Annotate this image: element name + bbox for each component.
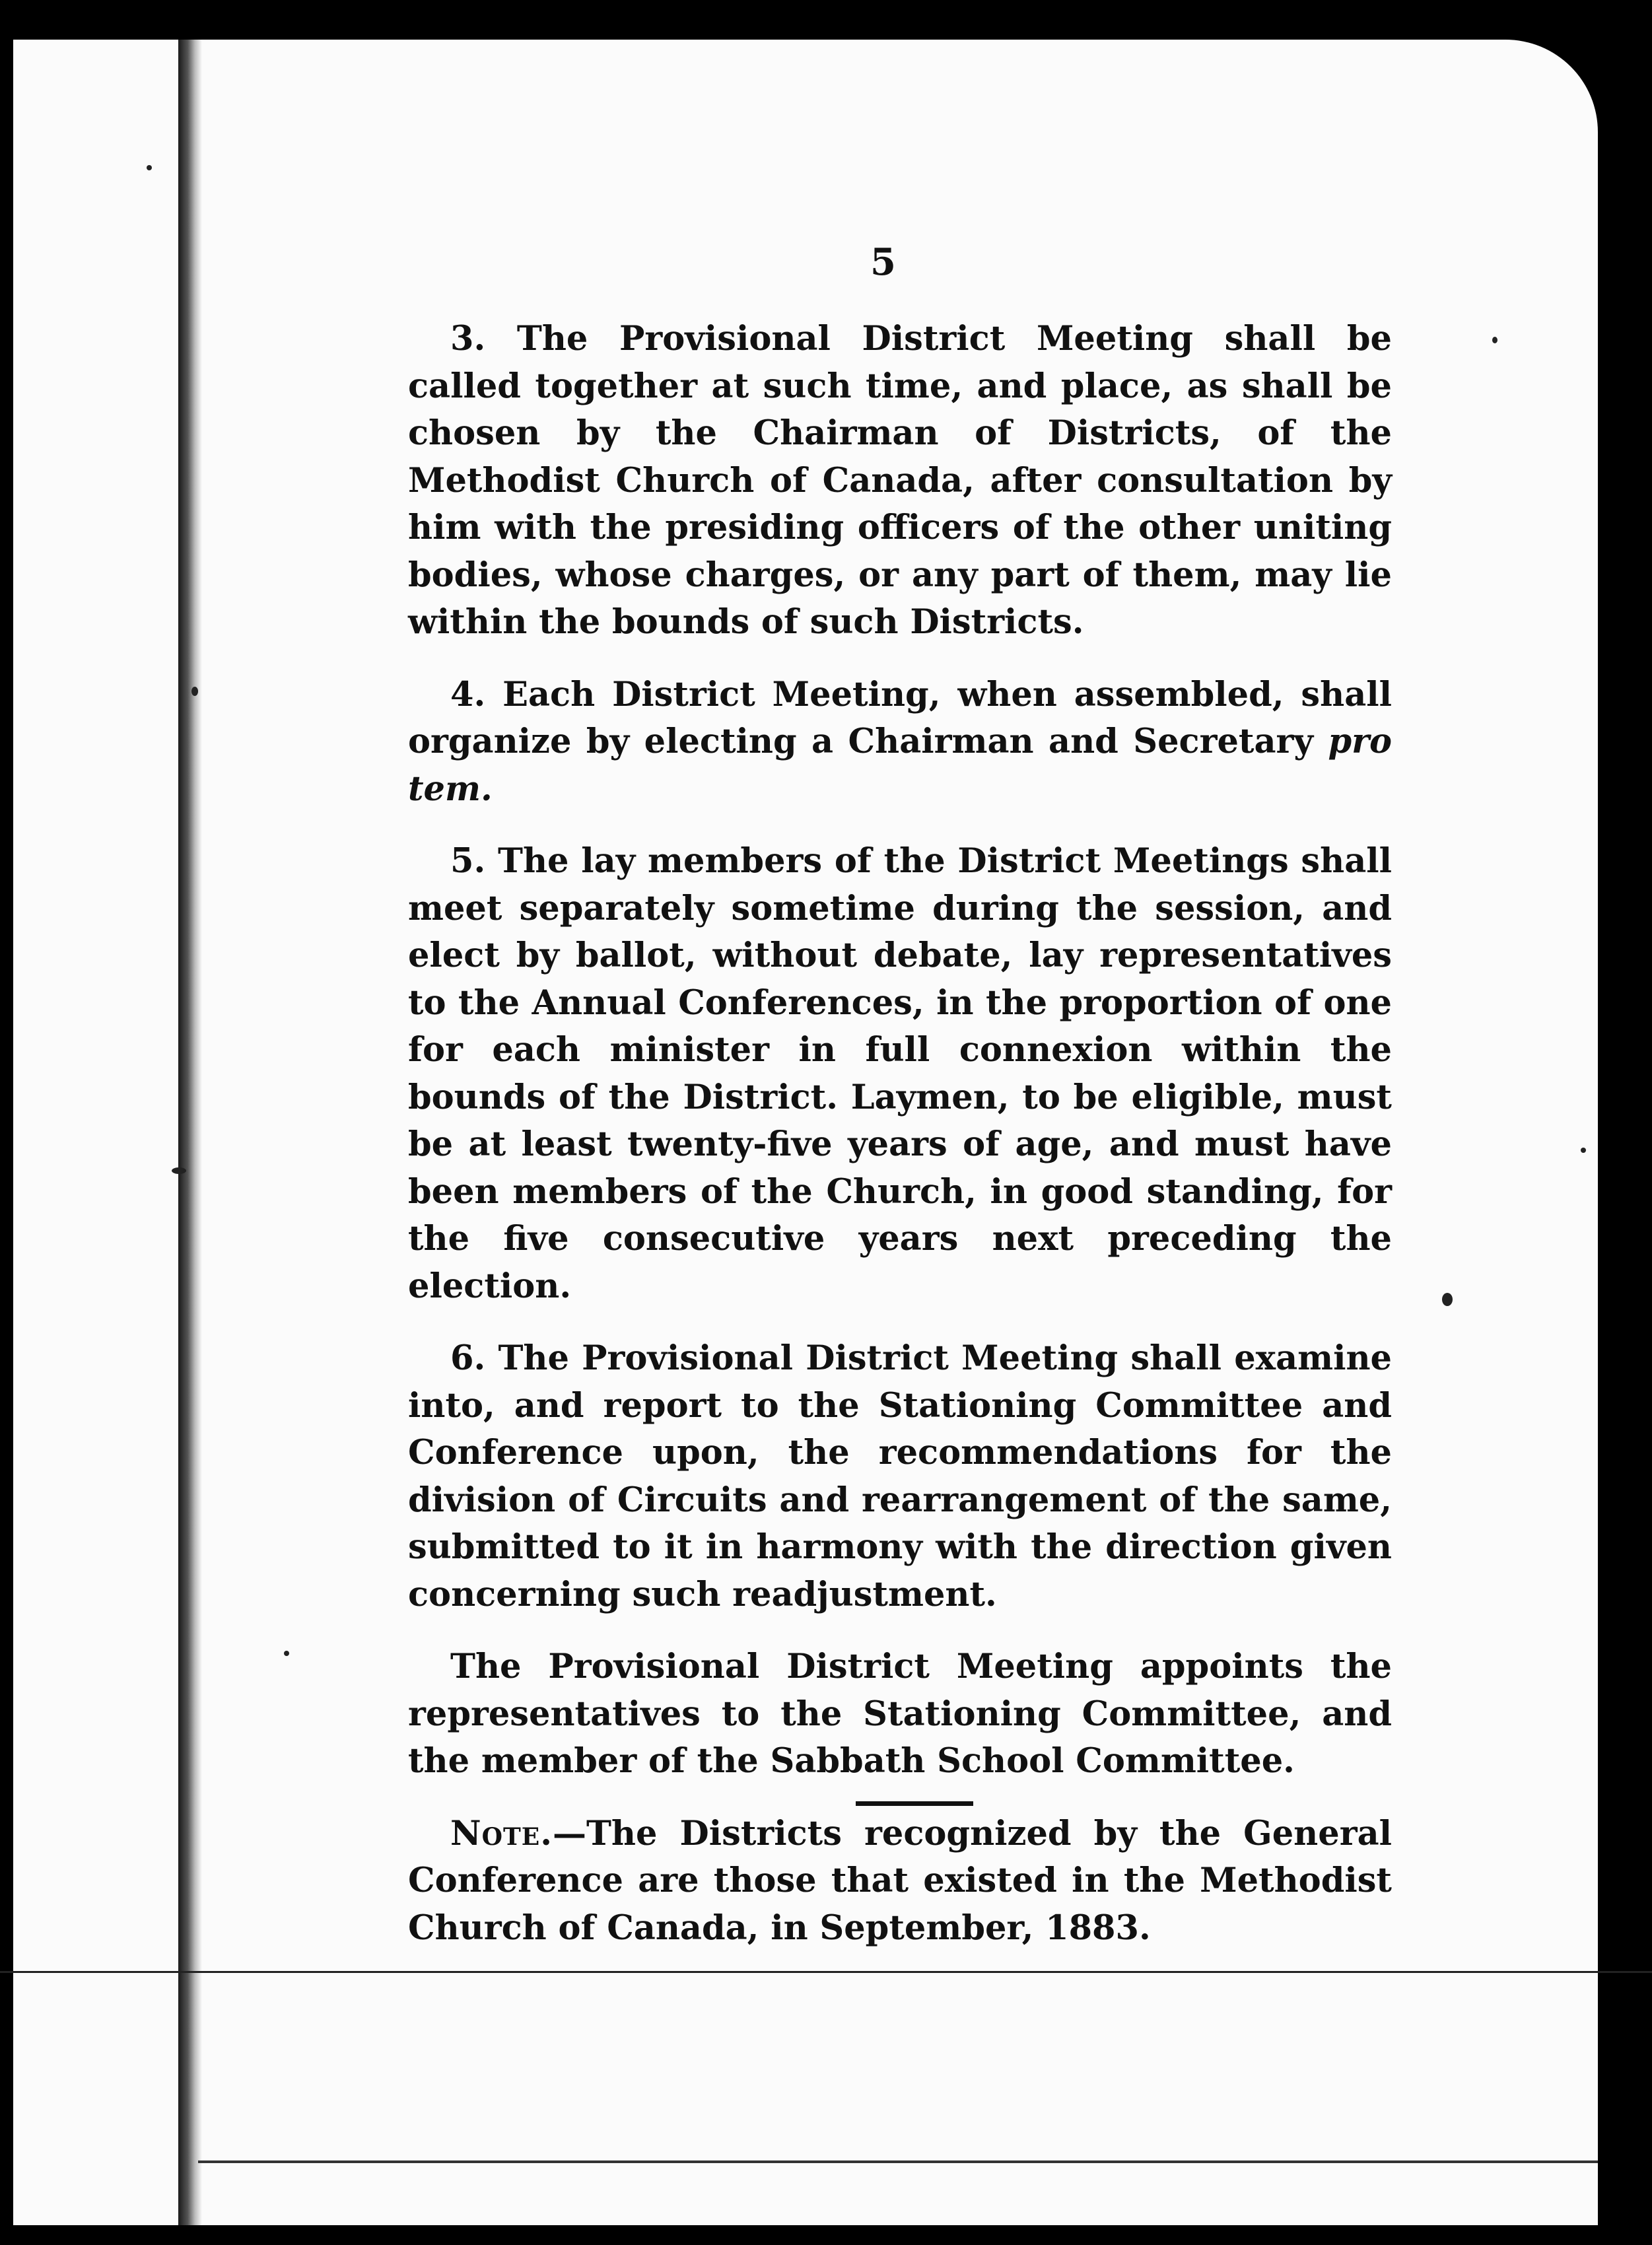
scan-speck bbox=[284, 1651, 289, 1656]
note-paragraph bbox=[408, 1811, 1392, 1952]
note-label: Note. bbox=[450, 1813, 553, 1853]
paragraph-5: 5. The lay members of the District Meetings shall meet separately sometime during the session, and elect by ballot, without debate, lay representatives to the Annual Conferences, in the proportion of one for each minister in full connexion within the bounds of the District. Laymen, to be eligible, must be at least twenty-five years of age, and must have been members of the Church, in good standing, for the five consecutive years next preceding the election. bbox=[408, 841, 1392, 1306]
page-number: 5 bbox=[870, 240, 896, 284]
paragraph-appointment: The Provisional District Meeting appoints the representatives to the Stationing Committee, and the member of the Sabbath School Committee. bbox=[408, 1647, 1392, 1781]
paragraph-4-italic: pro tem. bbox=[408, 722, 1392, 809]
note-text: —The Districts recognized by the General Conference are those that existed in the Methodist Church of Canada, in September, 1883. bbox=[408, 1813, 1392, 1948]
scan-speck bbox=[147, 165, 152, 170]
scan-speck bbox=[172, 1167, 186, 1174]
paragraph-4-text: 4. Each District Meeting, when assembled, shall organize by electing a Chairman and Secretary bbox=[408, 674, 1392, 761]
scan-speck bbox=[1581, 1148, 1586, 1153]
paragraph-6: 6. The Provisional District Meeting shall examine into, and report to the Stationing Committee and Conference upon, the recommendations for the division of Circuits and rearrangement of the same, submitted to it in harmony with the direction given concerning such readjustment. bbox=[408, 1338, 1392, 1614]
paragraph-3: 3. The Provisional District Meeting shall be called together at such time, and place, as shall be chosen by the Chairman of Districts, of the Methodist Church of Canada, after consultation by him with the presiding officers of the other uniting bodies, whose charges, or any part of them, may lie within the bounds of such Districts. bbox=[408, 319, 1392, 642]
paragraph-4 bbox=[408, 672, 1392, 813]
page-bottom-edge bbox=[198, 2160, 1598, 2163]
scan-speck bbox=[191, 687, 198, 696]
scan-speck bbox=[1492, 337, 1497, 343]
body-text bbox=[408, 316, 1392, 1977]
binding-gutter bbox=[178, 40, 202, 2225]
scan-speck bbox=[1442, 1293, 1453, 1306]
end-rule bbox=[856, 1801, 973, 1806]
